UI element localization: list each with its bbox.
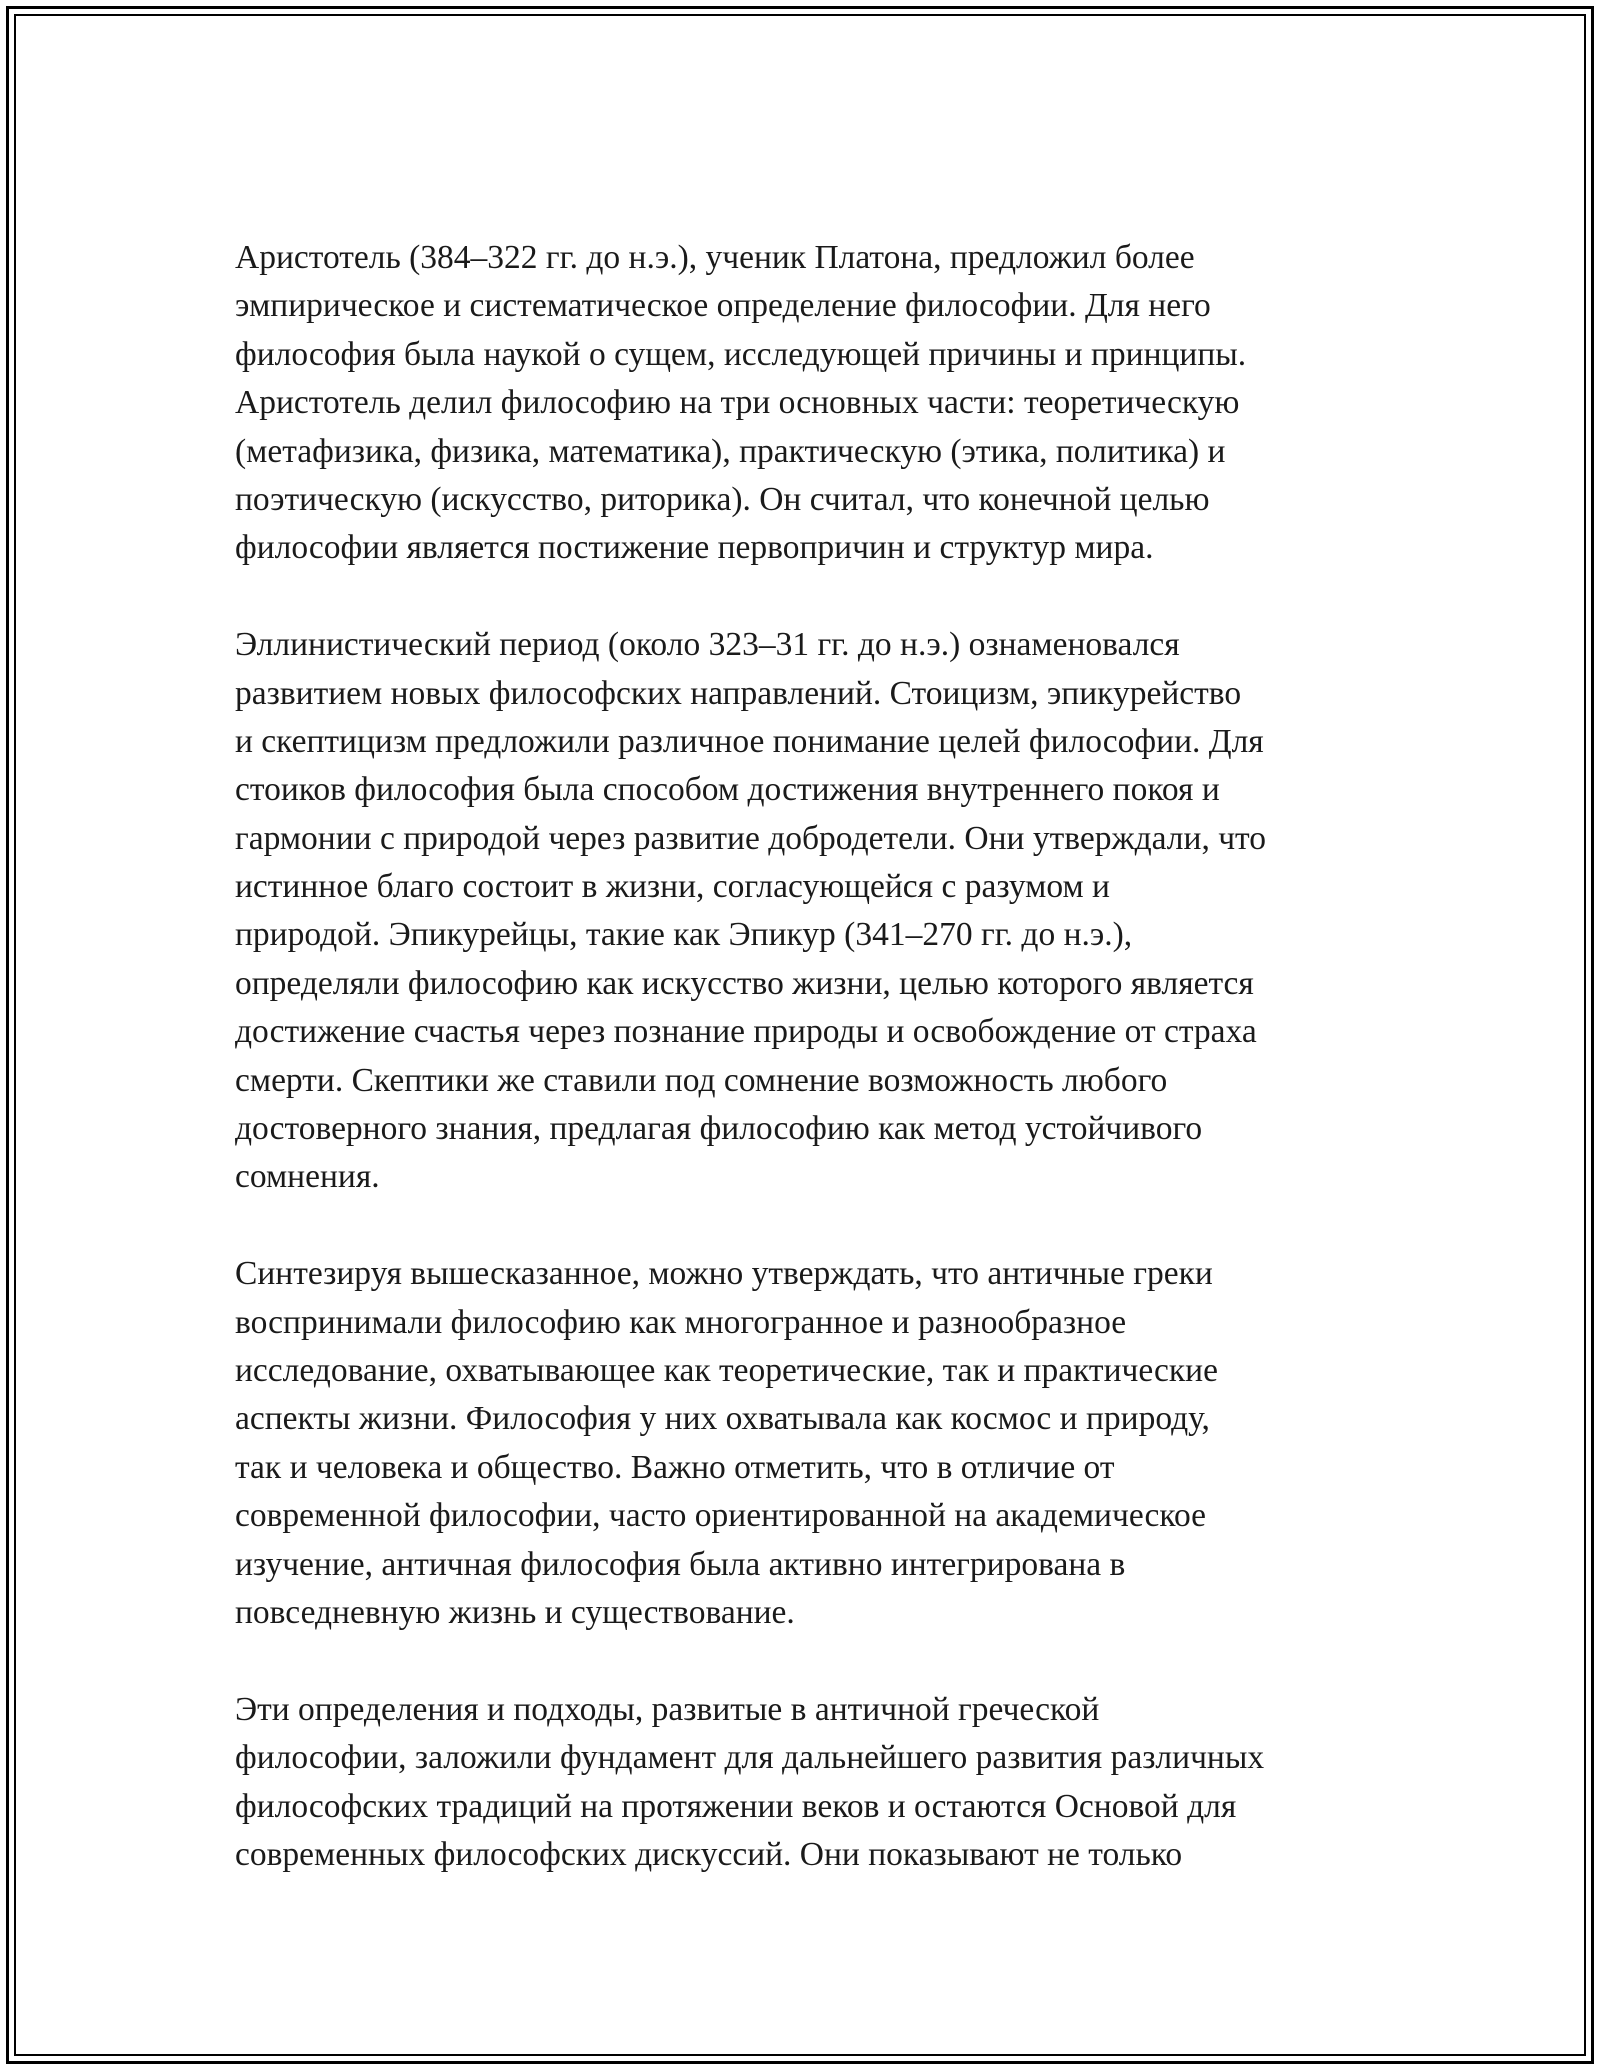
paragraph-aristotle: [235, 234, 1395, 573]
text-line: и скептицизм предложили различное понимание целей философии. Для: [235, 722, 1264, 760]
text-line: эмпирическое и систематическое определение философии. Для него: [235, 287, 1211, 325]
text-line: Синтезируя вышесказанное, можно утверждать, что античные греки: [235, 1255, 1213, 1293]
text-line: Аристотель делил философию на три основных части: теоретическую: [235, 384, 1240, 422]
text-line: философии, заложили фундамент для дальнейшего развития различных: [235, 1739, 1265, 1777]
text-line: изучение, античная философия была активно интегрирована в: [235, 1545, 1126, 1583]
text-line: достоверного знания, предлагая философию как метод устойчивого: [235, 1110, 1203, 1148]
text-line: развитием новых философских направлений. Стоицизм, эпикурейство: [235, 674, 1242, 712]
text-line: природой. Эпикурейцы, такие как Эпикур (341–270 гг. до н.э.),: [235, 916, 1133, 954]
text-line: стоиков философия была способом достижения внутреннего покоя и: [235, 771, 1220, 809]
text-line: сомнения.: [235, 1158, 380, 1196]
text-line: достижение счастья через познание природы и освобождение от страха: [235, 1013, 1257, 1051]
text-line: философия была наукой о сущем, исследующей причины и принципы.: [235, 335, 1247, 373]
text-line: так и человека и общество. Важно отметить, что в отличие от: [235, 1448, 1115, 1486]
text-line: Эллинистический период (около 323–31 гг. до н.э.) ознаменовался: [235, 626, 1180, 664]
paragraph-legacy: [235, 1686, 1395, 1880]
text-line: воспринимали философию как многогранное и разнообразное: [235, 1303, 1127, 1341]
paragraph-hellenistic: [235, 621, 1395, 1202]
text-line: аспекты жизни. Философия у них охватывала как космос и природу,: [235, 1400, 1210, 1438]
text-line: современных философских дискуссий. Они показывают не только: [235, 1835, 1183, 1873]
text-line: философии является постижение первопричин и структур мира.: [235, 529, 1154, 567]
text-line: современной философии, часто ориентированной на академическое: [235, 1497, 1206, 1535]
text-line: Эти определения и подходы, развитые в античной греческой: [235, 1690, 1100, 1728]
text-line: определяли философию как искусство жизни, целью которого является: [235, 964, 1254, 1002]
text-line: исследование, охватывающее как теоретические, так и практические: [235, 1351, 1218, 1389]
text-line: смерти. Скептики же ставили под сомнение возможность любого: [235, 1061, 1168, 1099]
document-body: [235, 234, 1395, 1928]
text-line: повседневную жизнь и существование.: [235, 1593, 795, 1631]
text-line: гармонии с природой через развитие добродетели. Они утверждали, что: [235, 819, 1266, 857]
text-line: истинное благо состоит в жизни, согласующейся с разумом и: [235, 868, 1110, 906]
paragraph-synthesis: [235, 1250, 1395, 1637]
text-line: (метафизика, физика, математика), практическую (этика, политика) и: [235, 432, 1226, 470]
text-line: поэтическую (искусство, риторика). Он считал, что конечной целью: [235, 480, 1210, 518]
text-line: философских традиций на протяжении веков и остаются Основой для: [235, 1787, 1237, 1825]
text-line: Аристотель (384–322 гг. до н.э.), ученик Платона, предложил более: [235, 239, 1195, 276]
